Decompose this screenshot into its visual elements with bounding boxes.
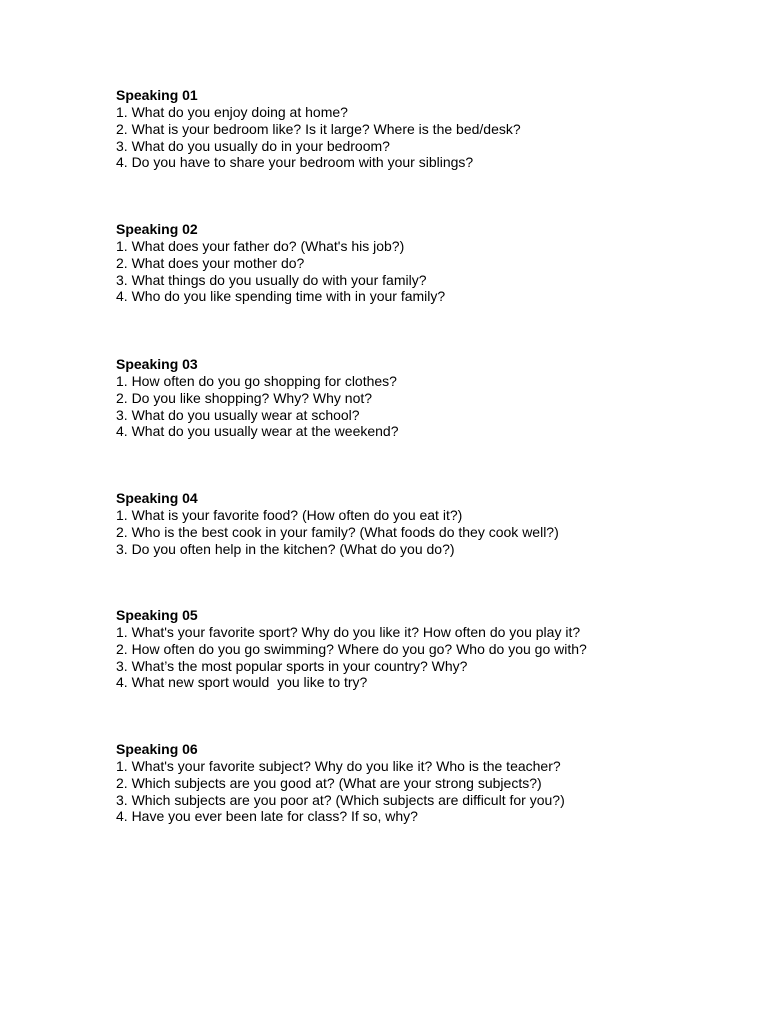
question-item: 2. What does your mother do?: [116, 254, 305, 271]
question-item: 1. What is your favorite food? (How often do you eat it?): [116, 507, 463, 523]
question-list: [116, 758, 736, 825]
section-title: Speaking 04: [116, 490, 198, 506]
question-item: 4. Do you have to share your bedroom with your siblings?: [116, 154, 474, 171]
section-title: Speaking 02: [116, 221, 198, 237]
question-item: 3. Which subjects are you poor at? (Which subjects are difficult for you?): [116, 791, 565, 808]
question-item: 3. What do you usually do in your bedroom?: [116, 137, 390, 154]
question-item: 1. What do you enjoy doing at home?: [116, 104, 348, 120]
question-list: [116, 104, 736, 171]
question-item: 3. What’s the most popular sports in your country? Why?: [116, 657, 468, 674]
question-item: 2. Which subjects are you good at? (What are your strong subjects?): [116, 774, 542, 791]
speaking-section-05: [116, 607, 736, 691]
section-title: Speaking 05: [116, 607, 198, 623]
question-item: 4. Who do you like spending time with in your family?: [116, 288, 446, 305]
question-item: 3. Do you often help in the kitchen? (What do you do?): [116, 540, 455, 557]
question-list: [116, 507, 736, 557]
question-item: 1. How often do you go shopping for clothes?: [116, 373, 397, 389]
question-item: 4. What new sport would you like to try?: [116, 674, 368, 691]
question-item: 4. Have you ever been late for class? If so, why?: [116, 808, 418, 825]
section-title: Speaking 01: [116, 87, 198, 103]
question-item: 2. What is your bedroom like? Is it large? Where is the bed/desk?: [116, 120, 521, 137]
question-item: 4. What do you usually wear at the weekend?: [116, 423, 399, 440]
question-list: [116, 373, 736, 440]
question-item: 1. What's your favorite subject? Why do you like it? Who is the teacher?: [116, 758, 561, 774]
question-item: 2. How often do you go swimming? Where do you go? Who do you go with?: [116, 640, 587, 657]
question-item: 1. What does your father do? (What's his job?): [116, 238, 405, 254]
question-item: 3. What do you usually wear at school?: [116, 406, 360, 423]
question-item: 3. What things do you usually do with your family?: [116, 271, 427, 288]
question-item: 2. Do you like shopping? Why? Why not?: [116, 389, 373, 406]
question-item: 1. What's your favorite sport? Why do you like it? How often do you play it?: [116, 624, 581, 640]
speaking-section-02: [116, 221, 736, 305]
question-list: [116, 238, 736, 305]
section-title: Speaking 06: [116, 741, 198, 757]
question-list: [116, 624, 736, 691]
speaking-section-01: [116, 87, 736, 171]
speaking-section-06: [116, 741, 736, 825]
speaking-section-03: [116, 356, 736, 440]
section-title: Speaking 03: [116, 356, 198, 372]
question-item: 2. Who is the best cook in your family? (What foods do they cook well?): [116, 523, 559, 540]
speaking-section-04: [116, 490, 736, 557]
